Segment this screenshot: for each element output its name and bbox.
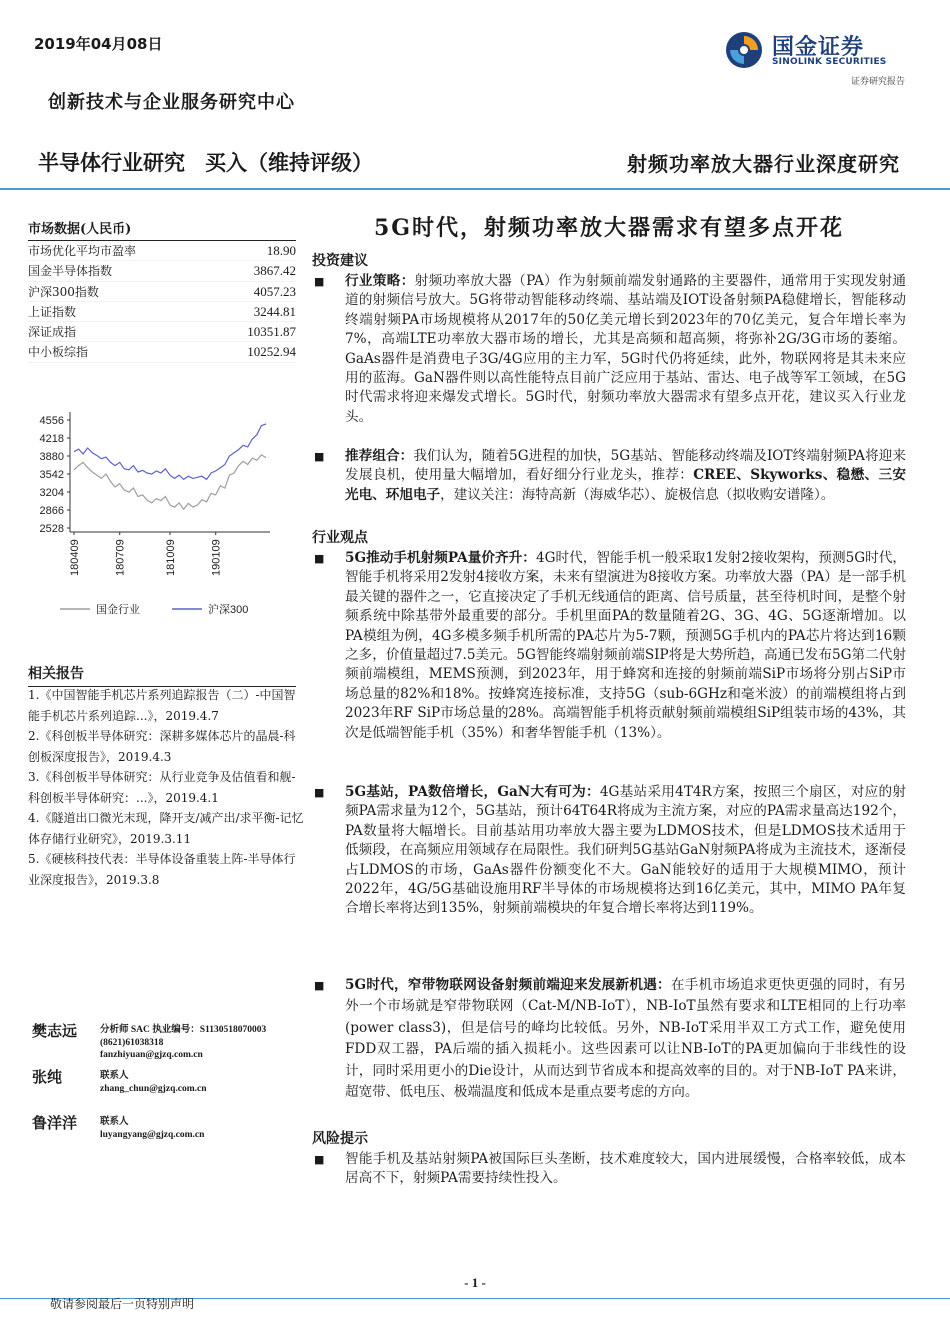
x-tick-label: 190109: [210, 539, 223, 576]
market-data-panel: [28, 218, 296, 363]
legend-label: 国金行业: [96, 604, 140, 616]
y-tick-label: 4556: [39, 415, 64, 427]
company-logo: [720, 28, 905, 92]
bullet-head: 推荐组合：: [345, 448, 414, 464]
index-line-chart: [24, 404, 284, 629]
section-risk: 风险提示: [312, 1131, 368, 1147]
bullet-square-icon: ■: [314, 979, 325, 992]
bullet-square-icon: ■: [314, 275, 325, 288]
series-line-hs300: [74, 424, 266, 479]
rating-label: 买入（维持评级）: [205, 151, 373, 175]
y-tick-label: 4218: [39, 433, 64, 445]
logo-subtitle: 证券研究报告: [850, 77, 905, 87]
report-title: 5G时代，射频功率放大器需求有望多点开花: [373, 215, 845, 241]
bullet-risk: [312, 1150, 906, 1190]
chart-series: [74, 424, 266, 509]
y-tick-label: 3880: [39, 451, 64, 463]
bullet-square-icon: ■: [314, 552, 325, 565]
market-row: [28, 342, 296, 362]
bullet-head: 5G时代，窄带物联网设备射频前端迎来发展新机遇：: [345, 977, 671, 993]
y-tick-label: 2528: [39, 523, 64, 535]
analyst-line: 联系人: [100, 1117, 129, 1127]
market-row: [28, 261, 296, 281]
related-reports-list: [28, 685, 304, 890]
market-row: [28, 282, 296, 302]
bullet-portfolio: [312, 447, 906, 527]
market-label: 市场优化平均市盈率: [28, 244, 137, 258]
bullet-head: 5G推动手机射频PA量价齐升：: [345, 550, 536, 566]
market-value: 3244.81: [253, 303, 296, 319]
bullet-square-icon: ■: [314, 1153, 325, 1166]
market-value: 10252.94: [247, 344, 296, 360]
bullet-text: 我们认为，随着5G进程的加快，5G基站、智能移动终端及IOT终端射频PA将迎来发展良机，使用量大幅增加，看好细分行业龙头，推荐：: [345, 448, 907, 484]
industry-label: 半导体行业研究: [38, 151, 185, 175]
report-topic: 射频功率放大器行业深度研究: [627, 152, 900, 176]
bullet-text: 在手机市场追求更快更强的同时，有另外一个市场就是窄带物联网（Cat-M/NB-IoT），NB-IoT虽然有要求和LTE相同的上行功率(power class3)，但是信号的峰均比较低。另外，NB-IoT采用半双工方式工作，避免使用FDD双工器，PA后端的插入损耗小。这些因素可以让NB-IoT的PA更加偏向于非线性的设计，同时采用更小的Die设计，从而达到节省成本和提高效率的目的。对于NB-IoT PA来讲，超宽带、低电压、极端温度和低成本是重点要考虑的方向。: [345, 977, 906, 1101]
bullet-square-icon: ■: [314, 786, 325, 799]
research-center: 创新技术与企业服务研究中心: [48, 92, 295, 113]
y-tick-label: 3542: [39, 469, 64, 481]
related-report-item: 5.《硬核科技代表：半导体设备重装上阵-半导体行业深度报告》，2019.3.8: [28, 852, 296, 887]
y-tick-label: 2866: [39, 505, 64, 517]
analyst-line: (8621)61038318: [100, 1037, 164, 1048]
disclaimer-note: 敬请参阅最后一页特别声明: [50, 1297, 195, 1311]
legend-label: 沪深300: [208, 604, 249, 616]
section-industry-view: 行业观点: [312, 530, 368, 546]
market-label: 沪深300指数: [28, 284, 99, 299]
analyst-name: 鲁洋洋: [32, 1114, 78, 1132]
analyst-name: 樊志远: [32, 1022, 78, 1040]
analyst-contacts: [32, 1020, 302, 1158]
analyst-info: [100, 1070, 206, 1095]
bullet-head: 行业策略：: [345, 273, 415, 289]
market-row: [28, 322, 296, 342]
market-value: 3867.42: [253, 263, 296, 279]
x-tick-label: 180409: [69, 539, 81, 576]
y-tick-label: 3204: [39, 487, 64, 499]
analyst-line: fanzhiyuan@gjzq.com.cn: [100, 1050, 203, 1060]
report-body: [312, 208, 906, 1190]
analyst-name: 张纯: [32, 1068, 63, 1086]
bullet-strategy: [312, 272, 906, 447]
bullet-text: 4G时代，智能手机一般采取1发射2接收架构，预测5G时代，智能手机将采用2发射4接收方案，未来有望演进为8接收方案。功率放大器（PA）是一部手机最关键的器件之一，它直接决定了手机无线通信的距离、信号质量，甚至待机时间，是整个射频系统中除基带外最重要的部分。手机里面PA的数量随着2G、3G、4G、5G逐渐增加。以PA模组为例，4G多模多频手机所需的PA芯片为5-7颗，预测5G手机内的PA芯片将达到16颗之多，价值量超过7.5美元。5G智能终端射频前端SIP将是大势所趋，高通已发布5G第二代射频前端模组，MEMS预测，到2023年，用于蜂窝和连接的射频前端SiP市场将分别占SiP市场总量的82%和18%。按蜂窝连接标准，支持5G（sub-6GHz和毫米波）的前端模组将占到2023年RF SiP市场总量的28%。高端智能手机将贡献射频前端模组SiP组装市场的43%，其次是低端智能手机（35%）和奢华智能手机（13%）。: [345, 550, 906, 741]
market-row: [28, 241, 296, 261]
bullet-handset-pa: [312, 549, 906, 783]
bullet-text: 射频功率放大器（PA）作为射频前端发射通路的主要器件，通常用于实现发射通道的射频信号放大。5G将带动智能移动终端、基站端及IOT设备射频PA稳健增长，智能移动终端射频PA市场规模将从2017年的50亿美元增长到2023年的70亿美元，复合年增长率为7%，高端LTE功率放大器市场的增长，尤其是高频和超高频，将弥补2G/3G市场的萎缩。GaAs器件是消费电子3G/4G应用的主力军，5G时代仍将延续，此外，物联网将是其未来应用的蓝海。GaN器件则以高性能特点目前广泛应用于基站、雷达、电子战等军工领域，在5G时代需求将迎来爆发式增长。5G时代，射频功率放大器需求有望多点开花，建议买入行业龙头。: [345, 273, 906, 425]
analyst-card: [32, 1066, 302, 1112]
bullet-head: 5G基站，PA数倍增长，GaN大有可为：: [345, 784, 600, 800]
chart-tick-labels: [40, 415, 223, 576]
analyst-card: [32, 1020, 302, 1066]
market-value: 4057.23: [253, 283, 296, 299]
market-row: [28, 302, 296, 322]
analyst-line: luyangyang@gjzq.com.cn: [100, 1129, 205, 1140]
analyst-card: [32, 1112, 302, 1158]
logo-text-cn: 国金证券: [772, 35, 865, 60]
bullet-nb-iot: [312, 975, 906, 1128]
report-date: 2019年04月08日: [34, 35, 163, 53]
market-label: 国金半导体指数: [28, 264, 113, 279]
bullet-base-station: [312, 783, 906, 975]
x-tick-label: 180709: [114, 539, 127, 576]
related-reports-title: 相关报告: [28, 663, 296, 687]
logo-text-en: SINOLINK SECURITIES: [772, 57, 887, 67]
recommended-stocks: CREE、Skyworks、稳懋、三安光电、环旭电子: [345, 467, 906, 503]
bullet-text: 智能手机及基站射频PA被国际巨头垄断，技术难度较大，国内进展缓慢，合格率较低，成本居高不下，射频PA需要持续性投入。: [345, 1151, 906, 1187]
related-report-item: 3.《科创板半导体研究：从行业竞争及估值看和舰-科创板半导体研究：...》，2019.4.1: [28, 770, 296, 805]
chart-legend: [60, 602, 248, 616]
related-report-item: 1.《中国智能手机芯片系列追踪报告（二）-中国智能手机芯片系列追踪...》，2019.4.7: [28, 688, 296, 723]
market-data-table: [28, 241, 296, 363]
market-data-title: 市场数据(人民币): [28, 218, 296, 241]
analyst-info: [100, 1116, 204, 1141]
related-report-item: 2.《科创板半导体研究：深耕多媒体芯片的晶晨-科创板深度报告》，2019.4.3: [28, 729, 296, 764]
bullet-text: ，建议关注：海特高新（海威华芯）、旋极信息（拟收购安谱隆）。: [440, 486, 835, 503]
analyst-line: 联系人: [100, 1071, 129, 1081]
x-tick-label: 181009: [165, 539, 177, 576]
related-report-item: 4.《隧道出口微光末现，降开支/减产出/求平衡-记忆体存储行业研究》，2019.3.11: [28, 811, 304, 846]
analyst-line: 分析师 SAC 执业编号：S1130518070003: [100, 1025, 267, 1035]
market-value: 10351.87: [247, 324, 296, 340]
page-number: - 1 -: [464, 1275, 486, 1290]
bullet-square-icon: ■: [314, 450, 325, 463]
analyst-line: zhang_chun@gjzq.com.cn: [100, 1083, 207, 1094]
market-label: 上证指数: [28, 304, 77, 319]
section-investment: 投资建议: [312, 253, 368, 269]
market-label: 中小板综指: [28, 345, 89, 360]
logo-mark-icon: [724, 30, 764, 70]
analyst-info: [100, 1024, 266, 1062]
market-value: 18.90: [266, 243, 296, 258]
header-divider: [0, 188, 950, 190]
report-heading: [38, 147, 393, 177]
series-line-industry: [74, 455, 266, 509]
market-label: 深证成指: [28, 325, 77, 340]
bullet-text: 4G基站采用4T4R方案，按照三个扇区，对应的射频PA需求量为12个，5G基站，预计64T64R将成为主流方案，对应的PA需求量高达192个，PA数量将大幅增长。目前基站用功率放大器主要为LDMOS技术，但是LDMOS技术适用于低频段，在高频应用领域存在局限性。我们研判5G基站GaN射频PA将成为主流技术，逐渐侵占LDMOS的市场，GaAs器件份额变化不大。GaN能较好的适用于大规模MIMO，预计2022年，4G/5G基础设施用RF半导体的市场规模将达到16亿美元，其中，MIMO PA年复合增长率将达到135%，射频前端模块的年复合增长率将达到119%。: [345, 784, 906, 917]
